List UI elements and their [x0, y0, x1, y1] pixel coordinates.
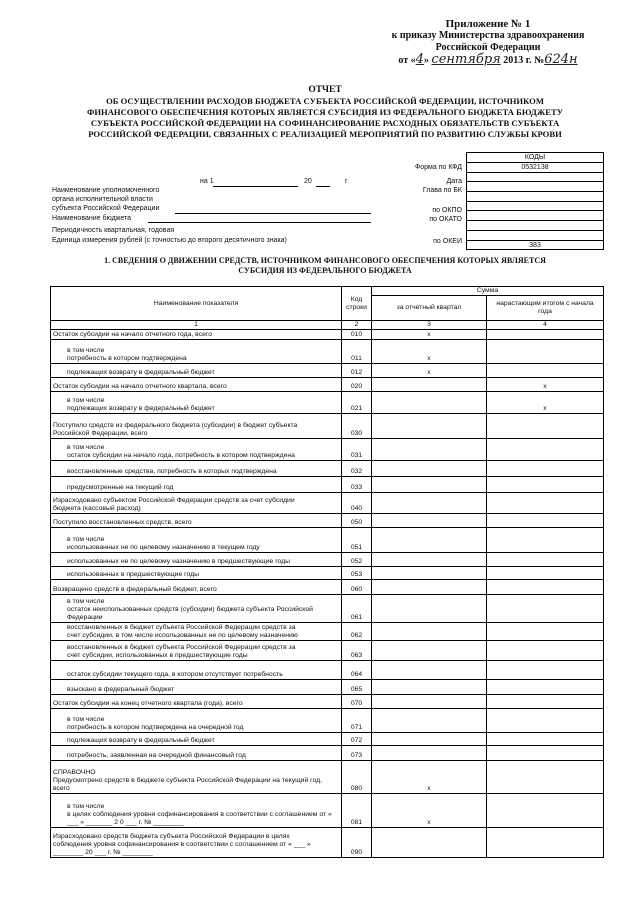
row-year-value[interactable]	[487, 439, 604, 461]
annex-date-prefix: от «	[398, 55, 416, 66]
col-header-name: Наименование показателя	[51, 287, 342, 321]
row-code: 052	[342, 553, 372, 567]
code-okei[interactable]: 383	[529, 241, 541, 249]
row-code: 072	[342, 733, 372, 746]
row-name	[51, 695, 342, 709]
table-row	[51, 567, 604, 580]
col-header-quarter: за отчетный квартал	[372, 296, 487, 321]
row-name	[51, 746, 342, 761]
row-name	[51, 414, 342, 439]
row-year-value[interactable]: x	[487, 392, 604, 414]
row-name-line2: соблюдения уровня софинансирования в соответствии с соглашением от « ___ » ________ 20 ___ г. № ________	[53, 841, 311, 856]
row-code: 040	[342, 493, 372, 514]
table-row	[51, 733, 604, 746]
table-row	[51, 746, 604, 761]
table-row	[51, 528, 604, 553]
row-name-line1: Израсходовано средств бюджета субъекта Российской Федерации в целях	[53, 833, 290, 840]
yr-label: 20	[304, 178, 312, 185]
col-header-sum: Сумма	[372, 287, 604, 296]
row-name	[51, 580, 342, 595]
row-name	[51, 528, 342, 553]
table-row	[51, 641, 604, 661]
row-name-line2: счет субсидии, в том числе использованных не по целевому назначению	[67, 632, 298, 639]
col-num-4: 4	[487, 321, 604, 330]
row-quarter-value[interactable]	[372, 828, 487, 858]
col-num-1: 1	[51, 321, 342, 330]
row-quarter-value[interactable]: x	[372, 364, 487, 378]
row-name-line1: в том числе	[67, 598, 105, 605]
table-body	[51, 330, 604, 858]
table-row	[51, 695, 604, 709]
row-quarter-value[interactable]	[372, 680, 487, 695]
row-year-value[interactable]	[487, 595, 604, 623]
annex-year: 2013 г. №	[503, 55, 545, 66]
code-blank2[interactable]	[467, 202, 603, 212]
row-year-value[interactable]	[487, 828, 604, 858]
row-name	[51, 733, 342, 746]
row-quarter-value[interactable]	[372, 623, 487, 641]
table-row	[51, 340, 604, 364]
row-year-value[interactable]	[487, 623, 604, 641]
annex-line3: Российской Федерации	[435, 42, 541, 53]
row-name	[51, 392, 342, 414]
row-name-line1: Поступило средств из федерального бюджета (субсидии) в бюджет субъекта	[53, 422, 298, 429]
row-name	[51, 477, 342, 493]
table-row	[51, 794, 604, 828]
code-okpo[interactable]	[467, 211, 603, 221]
row-year-value[interactable]	[487, 746, 604, 761]
row-name	[51, 514, 342, 528]
row-year-value[interactable]	[487, 580, 604, 595]
row-year-value[interactable]	[487, 733, 604, 746]
row-quarter-value[interactable]	[372, 414, 487, 439]
row-year-value[interactable]	[487, 761, 604, 794]
row-name-line1: Израсходовано субъектом Российской Федерации средств за счет субсидии	[53, 497, 295, 504]
col-num-2: 2	[342, 321, 372, 330]
row-name-line1: Остаток субсидии на начало отчетного квартала, всего	[53, 383, 227, 390]
report-head: ОТЧЕТ	[308, 85, 342, 95]
row-year-value[interactable]	[487, 695, 604, 709]
row-name-line2: счет субсидии, использованных в предшествующие годы	[67, 652, 248, 659]
row-name-line1: остаток субсидии текущего года, в котором отсутствует потребность	[67, 671, 283, 678]
annex-line2: к приказу Министерства здравоохранения	[391, 30, 585, 41]
row-quarter-value[interactable]: x	[372, 340, 487, 364]
row-name-line1: подлежащих возврату в федеральный бюджет	[67, 369, 215, 376]
row-name	[51, 595, 342, 623]
table-row	[51, 661, 604, 680]
row-name	[51, 330, 342, 340]
row-name-line1: восстановленных в бюджет субъекта Российской Федерации средств за	[67, 624, 296, 631]
row-name	[51, 567, 342, 580]
row-name-line2: использованных не по целевому назначению в текущем году	[67, 544, 260, 551]
row-quarter-value[interactable]: x	[372, 330, 487, 340]
code-glava[interactable]	[467, 182, 603, 192]
report-title	[40, 85, 610, 140]
row-name	[51, 761, 342, 794]
title-line3: СУБЪЕКТА РОССИЙСКОЙ ФЕДЕРАЦИИ НА СОФИНАНСИРОВАНИЕ РАСХОДНЫХ ОБЯЗАТЕЛЬСТВ СУБЪЕКТА	[90, 118, 560, 128]
row-quarter-value[interactable]	[372, 461, 487, 477]
row-name-line1: в том числе	[67, 536, 105, 543]
code-okud[interactable]: 0532138	[467, 163, 603, 173]
row-name-line1: в том числе	[67, 803, 105, 810]
row-name	[51, 623, 342, 641]
row-quarter-value[interactable]	[372, 378, 487, 392]
row-code: 081	[342, 794, 372, 828]
okpo-label: по ОКПО	[432, 207, 462, 214]
row-year-value[interactable]	[487, 641, 604, 661]
code-date[interactable]	[467, 173, 603, 183]
table-row	[51, 595, 604, 623]
row-code: 020	[342, 378, 372, 392]
row-name	[51, 439, 342, 461]
row-name-line1: в том числе	[67, 444, 105, 451]
form-label: Форма по КФД	[414, 164, 462, 171]
year-line[interactable]	[316, 186, 330, 187]
annex-block	[378, 18, 598, 67]
row-quarter-value[interactable]	[372, 439, 487, 461]
row-name	[51, 493, 342, 514]
row-code: 070	[342, 695, 372, 709]
date-line[interactable]	[213, 186, 298, 187]
table-row	[51, 392, 604, 414]
row-name-line1: Поступило восстановленных средств, всего	[53, 519, 192, 526]
row-code: 060	[342, 580, 372, 595]
row-name	[51, 661, 342, 680]
row-name-line1: в том числе	[67, 397, 105, 404]
table-row	[51, 828, 604, 858]
row-quarter-value[interactable]	[372, 553, 487, 567]
budget-label: Наименование бюджета	[52, 215, 132, 222]
row-quarter-value[interactable]: x	[372, 761, 487, 794]
row-quarter-value[interactable]	[372, 493, 487, 514]
title-line4: РОССИЙСКОЙ ФЕДЕРАЦИИ, СВЯЗАННЫХ С РЕАЛИЗАЦИЕЙ МЕРОПРИЯТИЙ ПО РАЗВИТИЮ СЛУЖБЫ КРОВИ	[88, 129, 562, 139]
row-year-value[interactable]	[487, 461, 604, 477]
row-quarter-value[interactable]	[372, 595, 487, 623]
codes-header: КОДЫ	[467, 153, 603, 163]
org-label-3: субъекта Российской Федерации	[52, 205, 160, 212]
row-name	[51, 340, 342, 364]
row-quarter-value[interactable]	[372, 477, 487, 493]
row-code: 071	[342, 709, 372, 733]
row-code: 021	[342, 392, 372, 414]
row-code: 030	[342, 414, 372, 439]
row-year-value[interactable]: x	[487, 378, 604, 392]
annex-day: 4	[415, 52, 424, 67]
report-table	[50, 286, 604, 858]
row-name-line1: восстановленные средства, потребность в которых подтверждена	[67, 468, 277, 475]
row-name-line2: бюджета (кассовый расход)	[53, 505, 141, 512]
row-year-value[interactable]	[487, 553, 604, 567]
section-line2: СУБСИДИЯ ИЗ ФЕДЕРАЛЬНОГО БЮДЖЕТА	[238, 266, 412, 275]
org-line[interactable]	[175, 213, 371, 214]
table-row	[51, 439, 604, 461]
row-year-value[interactable]	[487, 567, 604, 580]
row-code: 031	[342, 439, 372, 461]
row-year-value[interactable]	[487, 528, 604, 553]
col-num-3: 3	[372, 321, 487, 330]
row-name-line1: подлежащих возврату в федеральный бюджет	[67, 737, 215, 744]
row-name	[51, 364, 342, 378]
row-code: 080	[342, 761, 372, 794]
row-code: 090	[342, 828, 372, 858]
okato-label: по ОКАТО	[429, 216, 462, 223]
annex-date-line	[378, 54, 598, 67]
row-name-line2: потребность в котором подтверждена	[67, 355, 187, 362]
row-quarter-value[interactable]	[372, 392, 487, 414]
period-label: Периодичность квартальная, годовая	[52, 227, 175, 234]
row-code: 064	[342, 661, 372, 680]
section-line1: 1. СВЕДЕНИЯ О ДВИЖЕНИИ СРЕДСТВ, ИСТОЧНИКОМ ФИНАНСОВОГО ОБЕСПЕЧЕНИЯ КОТОРЫХ ЯВЛЯЕТСЯ	[104, 256, 546, 265]
unit-label: Единица измерения рублей (с точностью до второго десятичного знака)	[52, 237, 287, 244]
budget-line[interactable]	[148, 222, 371, 223]
row-name	[51, 641, 342, 661]
row-name	[51, 794, 342, 828]
row-code: 050	[342, 514, 372, 528]
table-row	[51, 580, 604, 595]
table-row	[51, 414, 604, 439]
row-quarter-value[interactable]	[372, 661, 487, 680]
row-code: 062	[342, 623, 372, 641]
table-row	[51, 761, 604, 794]
code-blank1[interactable]	[467, 192, 603, 202]
row-name-line1: предусмотренные на текущий год	[67, 484, 174, 491]
row-name-line2: Российской Федерации, всего	[53, 430, 148, 437]
table-row	[51, 364, 604, 378]
row-quarter-value[interactable]	[372, 514, 487, 528]
org-label-2: органа исполнительной власти	[52, 196, 153, 203]
row-name-line2: остаток субсидии на начало года, потребность в котором подтверждена	[67, 452, 295, 459]
table-row	[51, 477, 604, 493]
row-name-line1: в том числе	[67, 716, 105, 723]
row-code: 033	[342, 477, 372, 493]
row-name-line1: Остаток субсидии на конец отчетного квартала (года), всего	[53, 700, 243, 707]
row-name	[51, 461, 342, 477]
row-name	[51, 553, 342, 567]
table-row	[51, 461, 604, 477]
row-name	[51, 828, 342, 858]
row-quarter-value[interactable]	[372, 641, 487, 661]
row-name-line1: Возвращено средств в федеральный бюджет, всего	[53, 586, 217, 593]
row-quarter-value[interactable]	[372, 709, 487, 733]
row-name-line1: использованных не по целевому назначению в предшествующие годы	[67, 558, 291, 565]
title-line1: ОБ ОСУЩЕСТВЛЕНИИ РАСХОДОВ БЮДЖЕТА СУБЪЕКТА РОССИЙСКОЙ ФЕДЕРАЦИИ, ИСТОЧНИКОМ	[106, 96, 544, 106]
annex-month: сентября	[431, 52, 501, 67]
row-code: 063	[342, 641, 372, 661]
row-year-value[interactable]	[487, 364, 604, 378]
row-name-line1: СПРАВОЧНО	[53, 769, 96, 776]
row-quarter-value[interactable]	[372, 746, 487, 761]
row-year-value[interactable]	[487, 661, 604, 680]
row-year-value[interactable]	[487, 477, 604, 493]
row-name-line1: потребность, заявленная на очередной финансовый год	[67, 752, 246, 759]
row-name	[51, 709, 342, 733]
row-name-line1: восстановленных в бюджет субъекта Российской Федерации средств за	[67, 644, 296, 651]
table-row	[51, 680, 604, 695]
table-row	[51, 330, 604, 340]
row-quarter-value[interactable]	[372, 695, 487, 709]
code-blank3[interactable]	[467, 231, 603, 241]
row-year-value[interactable]	[487, 493, 604, 514]
row-code: 012	[342, 364, 372, 378]
annex-title: Приложение № 1	[445, 18, 531, 30]
table-row	[51, 553, 604, 567]
row-name-line2: в целях соблюдения уровня софинансирования в соответствии с соглашением от « ___ » _______ 2 0 ___ г. № ________	[67, 811, 332, 826]
row-name	[51, 378, 342, 392]
row-year-value[interactable]	[487, 330, 604, 340]
g-label: г	[345, 178, 348, 185]
row-quarter-value[interactable]: x	[372, 794, 487, 828]
row-name-line2: потребность в котором подтверждена на очередной год	[67, 724, 244, 731]
row-code: 032	[342, 461, 372, 477]
okei-label: по ОКЕИ	[433, 238, 462, 245]
row-year-value[interactable]	[487, 514, 604, 528]
row-code: 073	[342, 746, 372, 761]
title-line2: ФИНАНСОВОГО ОБЕСПЕЧЕНИЯ КОТОРЫХ ЯВЛЯЕТСЯ СУБСИДИЯ ИЗ ФЕДЕРАЛЬНОГО БЮДЖЕТА БЮДЖЕТУ	[86, 107, 564, 117]
row-year-value[interactable]	[487, 340, 604, 364]
row-quarter-value[interactable]	[372, 567, 487, 580]
date-label: Дата	[446, 178, 462, 185]
row-quarter-value[interactable]	[372, 528, 487, 553]
table-row	[51, 514, 604, 528]
row-quarter-value[interactable]	[372, 580, 487, 595]
row-name-line2: Предусмотрено средств в бюджете субъекта Российской Федерации на текущий год, всего	[53, 777, 322, 792]
table-row	[51, 378, 604, 392]
annex-number: 624н	[544, 52, 578, 67]
table-row	[51, 623, 604, 641]
row-name-line2: подлежащих возврату в федеральный бюджет	[67, 405, 215, 412]
row-name-line1: в том числе	[67, 347, 105, 354]
org-label-1: Наименование уполномоченного	[52, 187, 160, 194]
col-header-year: нарастающим итогом с начала года	[487, 296, 604, 321]
row-code: 053	[342, 567, 372, 580]
row-name	[51, 680, 342, 695]
row-code: 010	[342, 330, 372, 340]
row-year-value[interactable]	[487, 794, 604, 828]
row-name-line1: использованных в предшествующие годы	[67, 571, 199, 578]
row-name-line1: взыскано в федеральный бюджет	[67, 686, 175, 693]
table-row	[51, 493, 604, 514]
row-code: 011	[342, 340, 372, 364]
row-year-value[interactable]	[487, 680, 604, 695]
table-row	[51, 709, 604, 733]
row-quarter-value[interactable]	[372, 733, 487, 746]
row-name-line1: Остаток субсидии на начало отчетного года, всего	[53, 331, 212, 338]
section-title	[80, 256, 570, 276]
row-year-value[interactable]	[487, 414, 604, 439]
row-name-line2: остаток неиспользованных средств (субсидии) бюджета субъекта Российской Федерации	[67, 606, 313, 621]
na-label: на 1	[200, 178, 214, 185]
row-year-value[interactable]	[487, 709, 604, 733]
row-code: 065	[342, 680, 372, 695]
row-code: 051	[342, 528, 372, 553]
annex-date-mid: »	[423, 55, 429, 66]
glava-label: Глава по БК	[422, 187, 462, 194]
row-code: 061	[342, 595, 372, 623]
col-header-code: Код строки	[342, 287, 372, 321]
code-okato[interactable]	[467, 221, 603, 231]
codes-box	[466, 152, 604, 250]
